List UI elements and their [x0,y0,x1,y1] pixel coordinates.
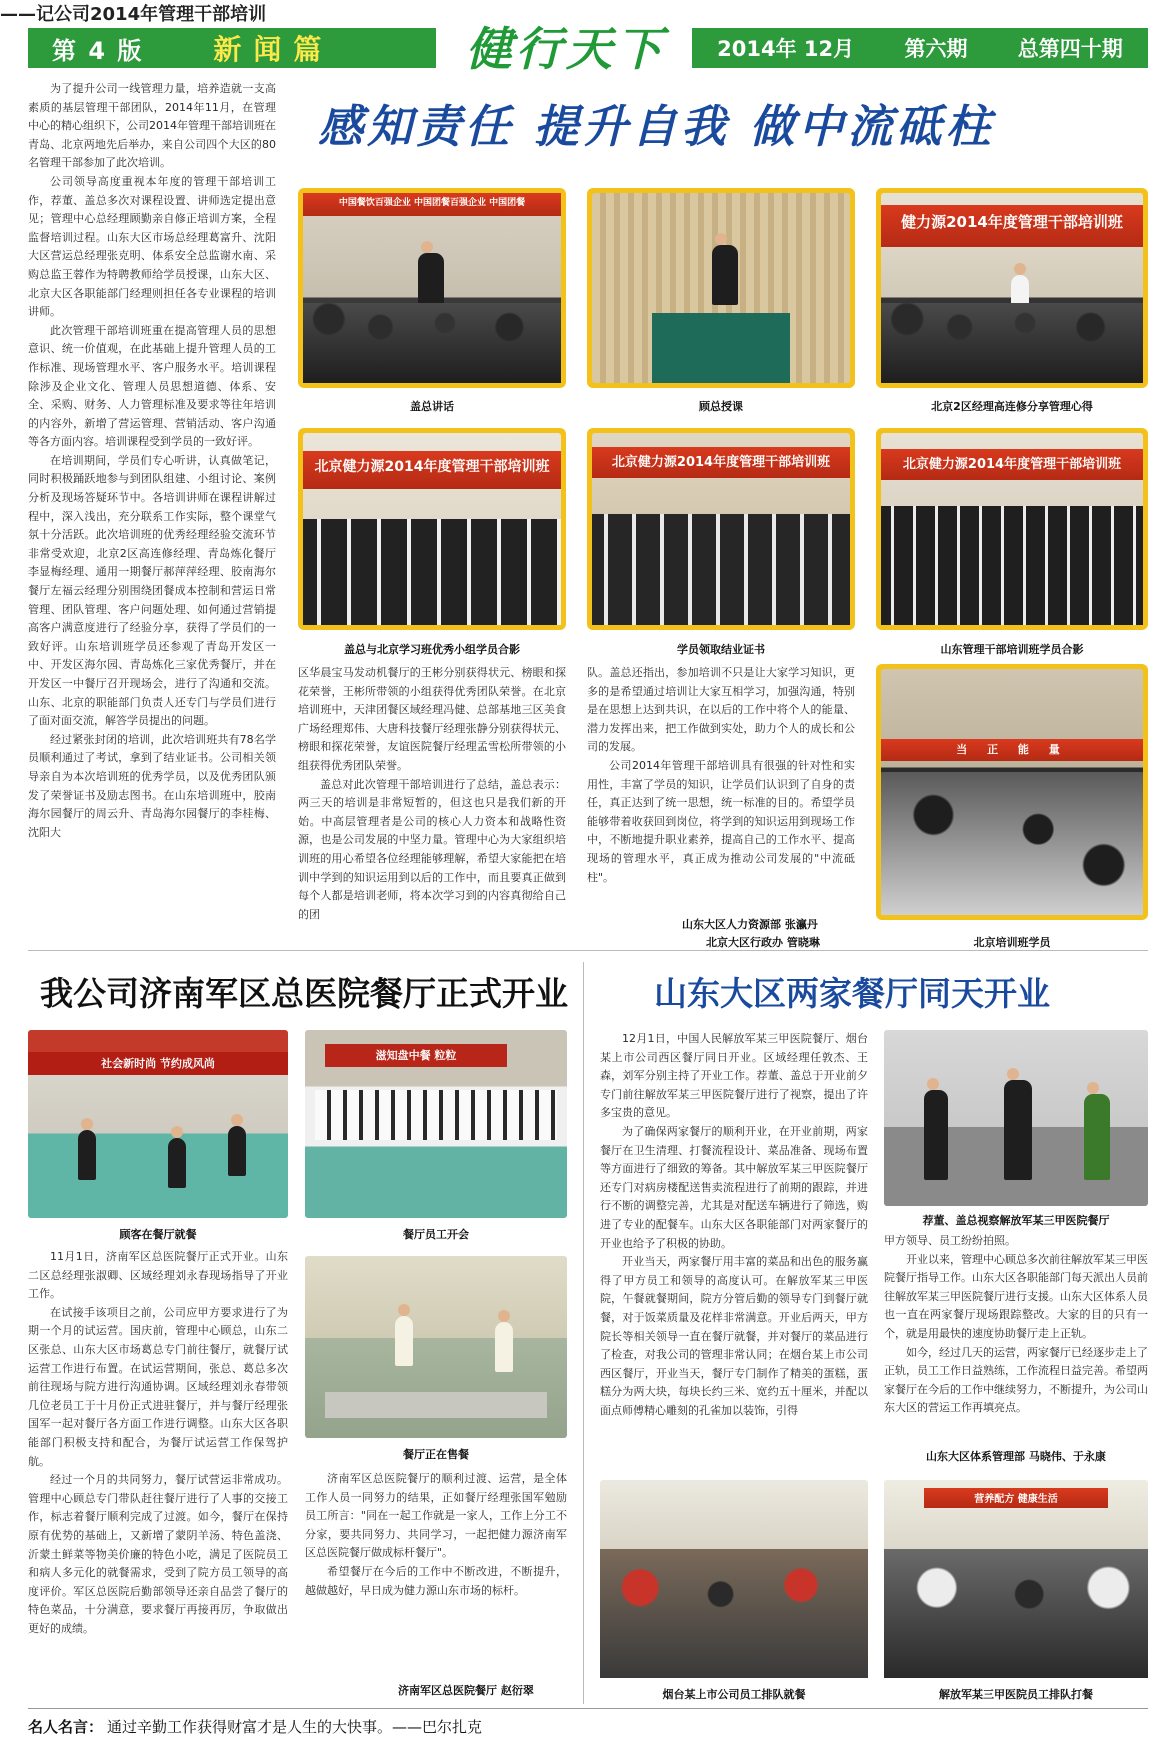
photo-caption: 盖总讲话 [410,400,454,413]
main-subhead: ——记公司2014年管理干部培训 [0,4,267,25]
photo-caption: 顾客在餐厅就餐 [119,1228,197,1241]
photo-staff-meeting [305,1030,567,1218]
photo-inspection [884,1030,1148,1206]
photo-caption: 盖总与北京学习班优秀小组学员合影 [344,643,520,656]
main-headline: 感知责任 提升自我 做中流砥柱 [318,100,995,153]
paragraph: 如今，经过几天的运营，两家餐厅已经逐步走上了正轨，员工工作日益熟练，工作流程日益完善。希望两家餐厅在今后的工作中继续努力，不断提升，为公司山东大区的营运工作再填亮点。 [884,1345,1148,1415]
paragraph: 开业以来，管理中心顾总多次前往解放军某三甲医院餐厅指导工作。山东大区各职能部门每天派出人员前往解放军某三甲医院餐厅进行支援。山东大区体系人员也一直在两家餐厅现场跟踪整改。大家的目的只有一个，就是用最快的速度协助餐厅走上正轨。 [884,1252,1148,1340]
issue-number: 第六期 [904,37,968,61]
photo-banner: 中国餐饮百强企业 中国团餐百强企业 中国团餐 [303,193,561,216]
paragraph: 盖总对此次管理干部培训进行了总结，盖总表示：两三天的培训是非常短暂的，但这也只是我们新的开始。中高层管理者是公司的核心人力资本和战略性资源，也是公司发展的中坚力量。管理中心为大家组织培训班的用心希望各位经理能够理解，希望大家能把在培训中学到的知识运用到以后的工作中，而且要真正做到每个人都是培训老师，将本次学习到的内容真彻给自己的团 [298,777,566,921]
issue-date: 2014年 12月 [717,37,855,61]
photo-gao-share [876,188,1148,388]
photo-certificates [587,428,855,630]
photo-caption: 山东管理干部培训班学员合影 [940,643,1084,656]
photo-caption: 顾总授课 [699,400,743,413]
right-article-column-1 [600,1030,868,1470]
photo-gu-lecture [587,188,855,388]
left-article-column-1 [28,1248,288,1702]
paragraph: 济南军区总医院餐厅的顺利过渡、运营，是全体工作人员一同努力的结果，正如餐厅经理张国军勉励员工所言："同在一起工作就是一家人，工作上分工不分家，要共同努力、共同学习，一起把健力源济南军区总医院餐厅做成标杆餐厅"。 [305,1472,567,1560]
paragraph: 经过一个月的共同努力，餐厅试营运非常成功。管理中心顾总专门带队赶往餐厅进行了人事的交接工作，标志着餐厅顺利完成了过渡。如今，餐厅在保持原有优势的基础上，又新增了蒙阴羊汤、特色盖浇、沂蒙土鲜菜等物美价廉的特色小吃，满足了医院员工和病人多元化的就餐需求，受到了院方员工领导的高度评价。军区总医院后勤部领导还亲自品尝了餐厅的特色菜品，十分满意，要求餐厅再接再厉，争取做出更好的成绩。 [28,1473,288,1635]
paragraph: 经过紧张封闭的培训，此次培训班共有78名学员顺利通过了考试，拿到了结业证书。公司相关领导亲自为本次培训班的优秀学员，以及优秀团队颁发了荣誉证书及励志图书。在山东培训班中，胶南海尔园餐厅的周云升、青岛海尔园餐厅的李桂梅、沈阳大 [28,732,276,839]
photo-caption: 学员领取结业证书 [677,643,765,656]
photo-caption: 餐厅正在售餐 [403,1448,469,1461]
photo-caption: 北京2区经理高连修分享管理心得 [931,400,1093,413]
byline: 山东大区体系管理部 马晓伟、于永康 [926,1450,1106,1463]
paragraph: 为了确保两家餐厅的顺利开业，在开业前期，两家餐厅在卫生清理、打餐流程设计、菜品准备、现场布置等方面进行了细致的筹备。其中解放军某三甲医院餐厅还专门对病房楼配送售卖流程进行了前期的跟踪，并进行不断的调整完善，尤其是对配送车辆进行了筛选，购进了专业的配餐车。山东大区各职能部门对两家餐厅的开业也给予了积极的协助。 [600,1124,868,1250]
paragraph: 在试接手该项目之前，公司应甲方要求进行了为期一个月的试运营。国庆前，管理中心顾总，山东二区张总、山东大区市场葛总专门前往餐厅，就餐厅试运营工作进行布置。在试运营期间，张总、葛总多次前往现场与院方进行沟通协调。区域经理刘永春带领几位老员工于十月份正式进驻餐厅，并与餐厅经理张国军一起对餐厅各方面工作进行调整。山东大区各职能部门积极支持和配合，为餐厅试运营工作保驾护航。 [28,1305,288,1468]
paragraph: 甲方领导、员工纷纷拍照。 [884,1234,1016,1247]
paragraph: 公司2014年管理干部培训具有很强的针对性和实用性，丰富了学员的知识，让学员们认识到了自身的责任，真正达到了统一思想，统一标准的目的。希望学员能够带着收获回到岗位，将学到的知识运用到现场工作中，不断地提升职业素养，提高自己的工作水平、提高现场的管理水平，真正成为推动公司发展的"中流砥柱"。 [587,758,855,884]
footer-quote-text: 通过辛勤工作获得财富才是人生的大快事。——巴尔扎克 [107,1718,483,1736]
photo-banner: 社会新时尚 节约成风尚 [28,1052,288,1075]
main-article-column-1 [28,80,276,855]
paragraph: 11月1日，济南军区总医院餐厅正式开业。山东二区总经理张淑卿、区域经理刘永春现场指导了开业工作。 [28,1250,288,1301]
photo-caption: 荐董、盖总视察解放军某三甲医院餐厅 [922,1214,1110,1227]
paragraph: 公司领导高度重视本年度的管理干部培训工作，荐董、盖总多次对课程设置、讲师选定提出意见；管理中心总经理顾勤亲自修正培训方案，全程监督培训过程。山东大区市场总经理葛富升、沈阳大区营运总经理张克明、体系安全总监谢水南、采购总监王蓉作为特聘教师给学员授课，山东大区、北京大区各职能部门经理则担任各专业课程的培训讲师。 [28,174,276,319]
photo-serving [305,1256,567,1438]
paragraph: 开业当天，两家餐厅用丰富的菜品和出色的服务赢得了甲方员工和领导的高度认可。在解放军某三甲医院，午餐就餐期间，院方分管后勤的领导专门到餐厅就餐，对于饭菜质量及花样非常满意。开业后两天，甲方院长等相关领导一直在餐厅就餐，并对餐厅的菜品进行了检查，对我公司的管理非常认同；在烟台某上市公司西区餐厅，开业当天，餐厅专门制作了精美的蛋糕，蛋糕分为两大块，每块长约三米、宽约五十厘米，并配以面点师傅精心雕刻的孔雀加以装饰，引得 [600,1255,868,1417]
photo-banner: 北京健力源2014年度管理干部培训班 [592,447,850,478]
paragraph: 为了提升公司一线管理力量，培养造就一支高素质的基层管理干部团队，2014年11月，在管理中心的精心组织下，公司2014年管理干部培训班在青岛、北京两地先后举办，来自公司四个大区的80名管理干部参加了此次培训。 [28,82,276,170]
masthead-left-bar [28,28,436,68]
edition-label: 第 4 版 [52,36,144,65]
photo-caption: 餐厅员工开会 [403,1228,469,1241]
photo-gai-beijing-group [298,428,566,630]
main-article-column-3 [587,664,855,894]
column-divider [583,962,584,1704]
footer-quote-label: 名人名言： [28,1718,104,1736]
photo-caption: 烟台某上市公司员工排队就餐 [662,1688,806,1701]
total-issue-number: 总第四十期 [1017,37,1123,61]
photo-banner: 滋知盘中餐 粒粒 [325,1044,507,1067]
byline: 山东大区人力资源部 张瀛丹 [682,918,818,931]
photo-caption: 北京培训班学员 [973,936,1051,949]
paragraph: 希望餐厅在今后的工作中不断改进，不断提升，越做越好，早日成为健力源山东市场的标杆。 [305,1564,567,1597]
left-article-column-2 [305,1470,567,1678]
photo-banner: 北京健力源2014年度管理干部培训班 [881,449,1143,480]
section-divider [28,950,1148,951]
paragraph: 队。盖总还指出，参加培训不只是让大家学习知识，更多的是希望通过培训让大家互相学习，加强沟通，特别是在思想上达到共识，在以后的工作中将个人的能量、潜力发挥出来，把工作做到实处，助力个人的成长和公司的发展。 [587,666,855,754]
main-article-column-2 [298,664,566,921]
photo-gai-speech [298,188,566,388]
paragraph: 此次管理干部培训班重在提高管理人员的思想意识、统一价值观，在此基础上提升管理人员的工作标准、现场管理水平、客户服务水平。培训课程除涉及企业文化、管理人员思想道德、体系、安全、采购、财务、人力管理标准及要求等往年培训的内容外，新增了营运管理、营销活动、客户沟通等各方面内容。培训课程受到学员的一致好评。 [28,323,276,449]
photo-hospital-queue [884,1480,1148,1678]
photo-caption: 解放军某三甲医院员工排队打餐 [939,1688,1093,1701]
masthead-right-bar [692,28,1148,68]
left-article-headline: 我公司济南军区总医院餐厅正式开业 [40,974,568,1013]
photo-diners [28,1030,288,1218]
byline: 济南军区总医院餐厅 赵衍翠 [398,1684,534,1697]
byline: 北京大区行政办 管晓琳 [706,936,820,949]
section-label: 新闻篇 [213,33,334,66]
photo-banner: 健力源2014年度管理干部培训班 [881,205,1143,247]
right-article-column-2 [884,1232,1148,1442]
photo-yantai-queue [600,1480,868,1678]
footer-divider [28,1708,1148,1709]
photo-banner: 当 正 能 量 [881,739,1143,761]
right-article-headline: 山东大区两家餐厅同天开业 [654,974,1050,1013]
photo-banner: 营养配方 健康生活 [924,1488,1108,1508]
paragraph: 区华晨宝马发动机餐厅的王彬分别获得状元、榜眼和探花荣誉，王彬所带领的小组获得优秀团队荣誉。在北京培训班中，天津团餐区域经理冯健、总部基地三区美食广场经理郑伟、大唐科技餐厅经理张静分别获得状元、榜眼和探花荣誉，友谊医院餐厅经理孟雪松所带领的小组获得优秀团队荣誉。 [298,666,566,772]
photo-beijing-trainees [876,664,1148,920]
footer-quote [28,1716,482,1737]
newspaper-logo: 健行天下 [466,22,666,76]
photo-shandong-group [876,428,1148,630]
paragraph: 在培训期间，学员们专心听讲，认真做笔记，同时积极踊跃地参与到团队组建、小组讨论、案例分析及现场答疑环节中。各培训讲师在课程讲解过程中，深入浅出，充分联系工作实际，整个课堂气氛十分活跃。此次培训班的优秀经理经验交流环节非常受欢迎，北京2区高连修经理、青岛炼化餐厅李显梅经理、通用一期餐厅郝萍萍经理、胶南海尔餐厅左福云经理分别围绕团餐成本控制和营运日常管理、团队管理、客户问题处理、如何通过营销提高客户满意度进行了经验分享，获得了学员们的一致好评。山东培训班学员还参观了青岛开发区一中、开发区海尔园、青岛炼化三家优秀餐厅，并在开发区一中餐厅召开现场会，进行了沟通和交流。山东、北京的职能部门负责人还专门与学员们进行了面对面交流，解答学员提出的问题。 [28,453,276,728]
photo-banner: 北京健力源2014年度管理干部培训班 [303,451,561,489]
paragraph: 12月1日，中国人民解放军某三甲医院餐厅、烟台某上市公司西区餐厅同日开业。区域经理任敦杰、王森，刘军分别主持了开业工作。荐董、盖总于开业前夕专门前往解放军某三甲医院餐厅进行了视察，提出了许多宝贵的意见。 [600,1032,868,1120]
